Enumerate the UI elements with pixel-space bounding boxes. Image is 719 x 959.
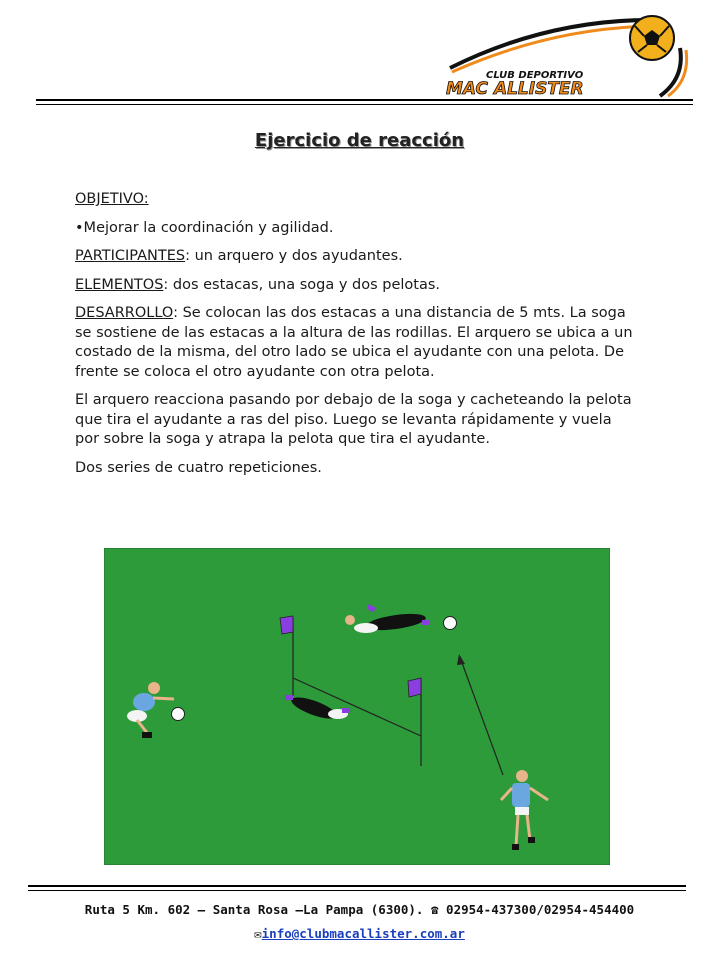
page-title: Ejercicio de reacción bbox=[254, 130, 465, 151]
objetivo-heading bbox=[75, 190, 635, 210]
email-link[interactable]: info@clubmacallister.com.ar bbox=[261, 926, 465, 941]
envelope-icon: ✉ bbox=[254, 926, 262, 941]
elementos-text: : dos estacas, una soga y dos pelotas. bbox=[163, 276, 441, 293]
footer-rule-thin bbox=[28, 890, 686, 891]
elementos-paragraph bbox=[75, 276, 635, 296]
objetivo-label: OBJETIVO: bbox=[75, 191, 149, 207]
club-logo bbox=[430, 8, 695, 98]
desarrollo-text: : Se colocan las dos estacas a una distancia de 5 mts. La soga se sostiene de las estacas a la altura de las rodillas. El arquero se ubica a un costado de la misma, del otro lado se ubica el ayudante con una pelota. De frente se coloca el otro ayudante con otra pelota. bbox=[75, 305, 633, 380]
participantes-paragraph bbox=[75, 247, 635, 267]
footer-address: Ruta 5 Km. 602 – Santa Rosa –La Pampa (6300). bbox=[84, 902, 424, 917]
phone-icon: ☎ bbox=[430, 902, 439, 917]
participantes-label: PARTICIPANTES bbox=[75, 248, 186, 264]
elementos-label: ELEMENTOS bbox=[75, 276, 164, 293]
club-name-text: MAC ALLISTER bbox=[446, 79, 584, 98]
soccer-ball-icon bbox=[630, 16, 674, 60]
flag-icon bbox=[408, 678, 421, 697]
desarrollo-paragraph bbox=[75, 304, 635, 382]
reaction-paragraph: El arquero reacciona pasando por debajo de la soga y cacheteando la pelota que tira el ayudante a ras del piso. Luego se levanta rápidamente y vuela por sobre la soga y atrapa la pelota que tira el ayudante. bbox=[75, 392, 632, 447]
desarrollo-label: DESARROLLO bbox=[75, 305, 174, 321]
footer-rule bbox=[28, 885, 686, 887]
footer-email-line bbox=[0, 926, 719, 941]
club-small-text: CLUB DEPORTIVO bbox=[486, 70, 584, 81]
footer-phones: 02954-437300/02954-454400 bbox=[446, 902, 635, 917]
flag-icon bbox=[280, 616, 293, 634]
footer-contact bbox=[0, 902, 719, 917]
participantes-text: : un arquero y dos ayudantes. bbox=[185, 248, 403, 264]
header-rule-thin bbox=[36, 104, 693, 105]
series-paragraph: Dos series de cuatro repeticiones. bbox=[75, 459, 322, 476]
objetivo-item: •Mejorar la coordinación y agilidad. bbox=[75, 219, 334, 236]
ball-icon bbox=[444, 617, 457, 630]
ball-icon bbox=[172, 708, 185, 721]
header-rule bbox=[36, 99, 693, 101]
exercise-diagram bbox=[104, 548, 610, 865]
exercise-description bbox=[75, 190, 635, 487]
